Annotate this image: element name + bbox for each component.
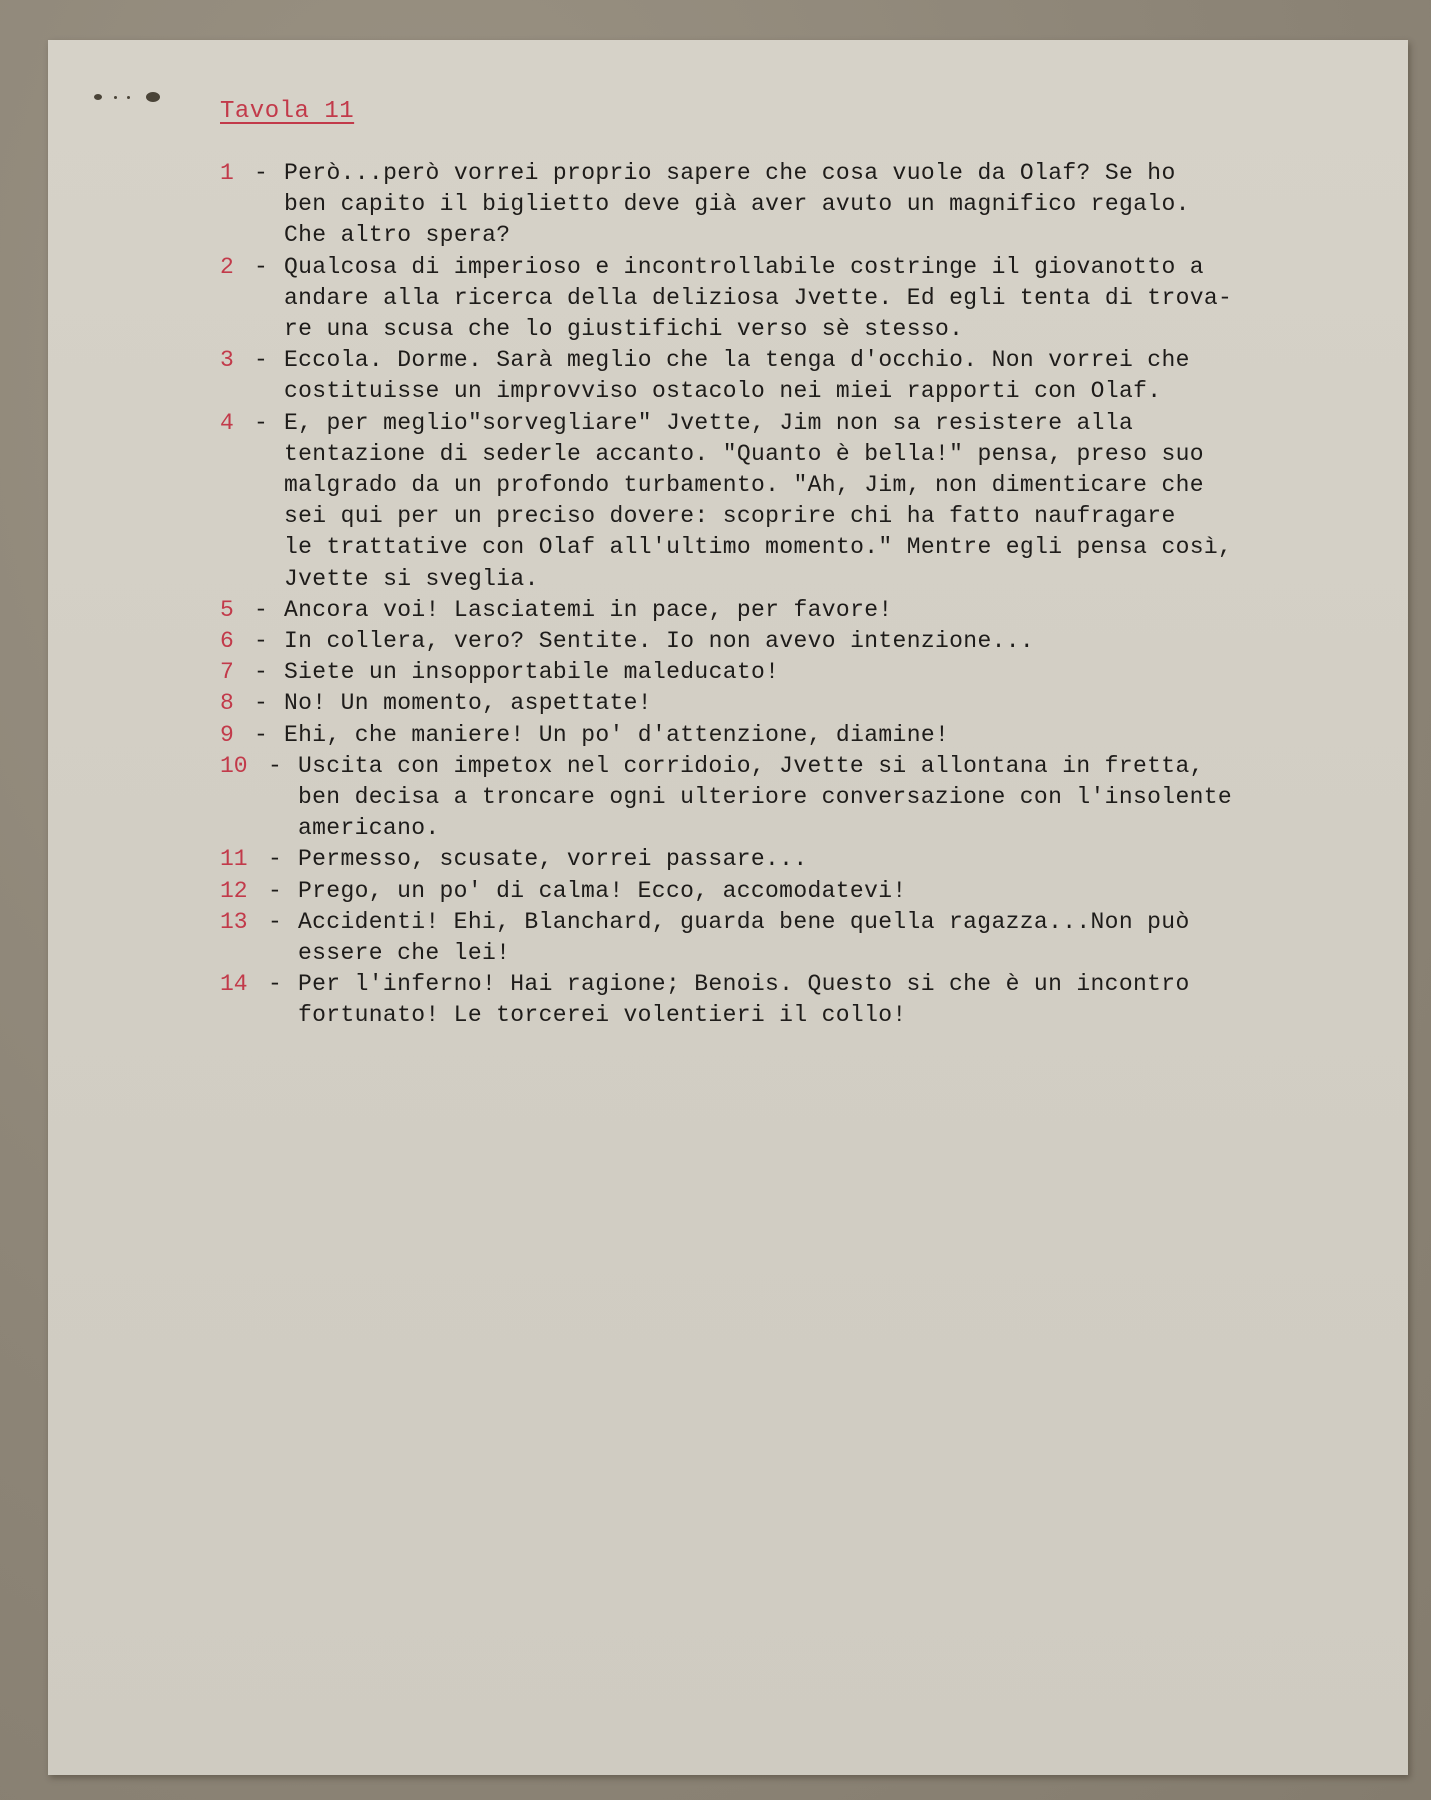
item-text: Uscita con impetox nel corridoio, Jvette si allontana in fretta, ben decisa a troncare ogni ulteriore conversazione con l'insolente americano.	[298, 752, 1233, 842]
list-item	[220, 907, 1400, 969]
list-item	[220, 626, 1400, 657]
item-separator: -	[268, 908, 282, 935]
punch-holes	[94, 90, 184, 110]
item-separator: -	[254, 628, 268, 655]
item-text: Però...però vorrei proprio sapere che cosa vuole da Olaf? Se ho ben capito il biglietto deve già aver avuto un magnifico regalo. Che altro spera?	[284, 160, 1190, 249]
item-text: No! Un momento, aspettate!	[284, 690, 652, 717]
item-number: 1	[220, 160, 234, 186]
item-separator: -	[268, 846, 282, 873]
item-number: 7	[220, 659, 234, 686]
item-text: Qualcosa di imperioso e incontrollabile costringe il giovanotto a andare alla ricerca della deliziosa Jvette. Ed egli tenta di trova- re una scusa che lo giustifichi verso sè stesso.	[284, 253, 1233, 343]
item-number: 12	[220, 877, 248, 904]
item-text: Ancora voi! Lasciatemi in pace, per favore!	[284, 596, 893, 623]
item-separator: -	[254, 253, 268, 280]
item-number: 6	[220, 628, 234, 655]
item-separator: -	[254, 160, 268, 186]
item-number: 9	[220, 721, 234, 748]
item-number: 8	[220, 690, 234, 717]
item-text: In collera, vero? Sentite. Io non avevo intenzione...	[284, 628, 1035, 655]
item-number: 4	[220, 409, 234, 436]
list-item	[220, 876, 1400, 907]
list-item	[220, 595, 1400, 626]
item-text: E, per meglio"sorvegliare" Jvette, Jim non sa resistere alla tentazione di sederle accanto. "Quanto è bella!" pensa, preso suo malgrado da un profondo turbamento. "Ah, Jim, non dimenticare che sei qui per un preciso dovere: scoprire chi ha fatto naufragare le trattative con Olaf all'ultimo momento." Mentre egli pensa così, Jvette si sveglia.	[284, 409, 1233, 592]
list-item	[220, 408, 1400, 595]
item-separator: -	[268, 877, 282, 904]
item-number: 2	[220, 253, 234, 280]
item-number: 5	[220, 596, 234, 623]
list-item	[220, 720, 1400, 751]
item-separator: -	[268, 971, 282, 998]
dialogue-list	[220, 158, 1400, 1032]
item-number: 13	[220, 908, 248, 935]
item-separator: -	[254, 721, 268, 748]
item-number: 10	[220, 752, 248, 779]
list-item	[220, 688, 1400, 719]
page-title: Tavola 11	[220, 98, 355, 125]
list-item	[220, 969, 1400, 1031]
list-item	[220, 345, 1400, 407]
item-separator: -	[254, 659, 268, 686]
item-separator: -	[254, 596, 268, 623]
item-text: Prego, un po' di calma! Ecco, accomodatevi!	[298, 877, 907, 904]
item-number: 14	[220, 971, 248, 998]
item-text: Permesso, scusate, vorrei passare...	[298, 846, 808, 873]
item-text: Accidenti! Ehi, Blanchard, guarda bene quella ragazza...Non può essere che lei!	[298, 908, 1190, 967]
list-item	[220, 844, 1400, 875]
item-text: Eccola. Dorme. Sarà meglio che la tenga d'occhio. Non vorrei che costituisse un improvviso ostacolo nei miei rapporti con Olaf.	[284, 347, 1190, 405]
list-item	[220, 657, 1400, 688]
typed-sheet	[48, 40, 1408, 1775]
item-separator: -	[254, 347, 268, 374]
item-text: Siete un insopportabile maleducato!	[284, 659, 780, 686]
list-item	[220, 751, 1400, 845]
list-item	[220, 158, 1400, 252]
item-separator: -	[254, 409, 268, 436]
list-item	[220, 252, 1400, 346]
item-number: 3	[220, 347, 234, 374]
item-number: 11	[220, 846, 248, 873]
item-text: Per l'inferno! Hai ragione; Benois. Questo si che è un incontro fortunato! Le torcerei volentieri il collo!	[298, 971, 1190, 1029]
item-separator: -	[268, 752, 282, 779]
item-text: Ehi, che maniere! Un po' d'attenzione, diamine!	[284, 721, 950, 748]
item-separator: -	[254, 690, 268, 717]
